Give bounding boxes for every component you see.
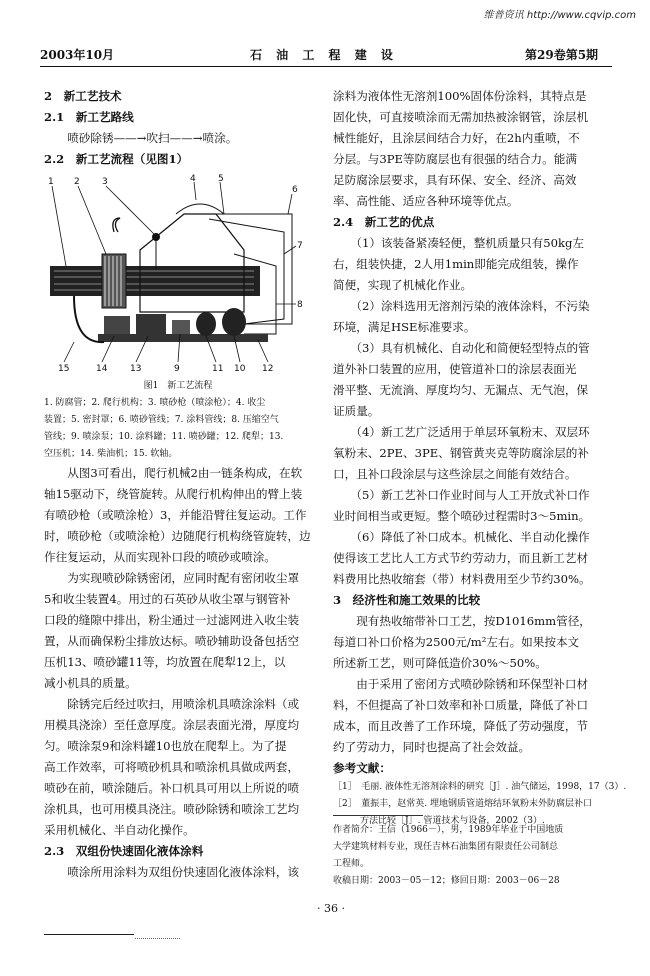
fig-label: 8 — [297, 300, 303, 310]
body-line: 每道口补口价格为2500元/m²左右。如果按本文 — [333, 635, 580, 649]
footer-dotted-rule — [135, 938, 180, 939]
body-line: （1）该装备紧凑轻便，整机质量只有50kg左 — [333, 236, 585, 250]
fig-label: 13 — [130, 364, 142, 374]
reference-line: ［1］ 毛丽. 液体性无溶剂涂料的研究［J］. 油气储运，1998，17（3）. — [333, 782, 627, 792]
paint-tank — [196, 312, 216, 336]
body-line: 足防腐涂层要求，具有环保、安全、经济、高效 — [333, 173, 577, 187]
footer-rule — [44, 934, 134, 935]
reference-line: ［2］ 董振丰，赵常英. 埋地钢质管道熔结环氧粉末外防腐层补口 — [333, 799, 592, 809]
figure-legend-line: 管线；9. 喷涂泵；10. 涂料罐；11. 喷砂罐；12. 爬犁；13. — [44, 432, 284, 442]
spray-pump — [172, 320, 190, 334]
section-heading: 2.3 双组份快速固化液体涂料 — [44, 844, 204, 858]
section-heading: 2.2 新工艺流程（见图1） — [44, 152, 189, 166]
body-line: （3）具有机械化、自动化和简便轻型特点的管 — [333, 341, 590, 355]
reference-line: 方法比较［J］. 管道技术与设备，2002（3）. — [333, 816, 545, 826]
body-line: 道外补口装置的应用，使管道补口的涂层表面光 — [333, 362, 577, 376]
body-line: 使得该工艺比人工方式节约劳动力，而且新工艺材 — [333, 551, 589, 565]
header-rule — [40, 66, 612, 67]
dust-collector — [176, 204, 224, 214]
body-line: 固化快，可直接喷涂而无需加热被涂钢管，涂层机 — [333, 110, 589, 124]
author-bio-line: 收稿日期：2003－05－12；修回日期：2003－06－28 — [333, 876, 560, 886]
header-volume: 第29卷第5期 — [525, 48, 599, 62]
figure-legend-line: 空压机；14. 柴油机；15. 软轴。 — [44, 449, 178, 459]
body-line: 涂料为液体性无溶剂100%固体份涂料，其特点是 — [333, 89, 587, 103]
fig-label: 2 — [74, 177, 80, 187]
body-line: 右，组装快捷，2人用1min即能完成组装，操作 — [333, 257, 579, 271]
body-line: 约了劳动力，同时也提高了社会效益。 — [333, 740, 531, 754]
air-compressor — [136, 314, 166, 334]
body-line: 滑平整、无流淌、厚度均匀、无漏点、无气泡，保 — [333, 383, 589, 397]
body-line: 轴15驱动下，绕管旋转。从爬行机构伸出的臂上装 — [44, 487, 303, 501]
body-line: 有喷砂枪（或喷涂枪）3，并能沿臂往复运动。工作 — [44, 508, 307, 522]
page-number: · 36 · — [317, 902, 345, 915]
sled — [98, 334, 268, 342]
bio-rule — [333, 815, 423, 816]
body-line: 简便，实现了机械化作业。 — [333, 278, 473, 292]
body-line: 匀。喷涂泵9和涂料罐10也放在爬犁上。为了提 — [44, 739, 287, 753]
fig-label: 1 — [48, 177, 54, 187]
left-column — [44, 86, 312, 883]
rotation-arrow-icon — [113, 218, 120, 232]
body-line: 分层。与3PE等防腐层也有很强的结合力。能满 — [333, 152, 577, 166]
author-bio-line: 工程师。 — [333, 859, 370, 869]
body-line: 喷砂除锈——→吹扫——→喷涂。 — [44, 131, 238, 145]
figure-caption: 图1 新工艺流程 — [143, 381, 213, 391]
section-heading: 2.1 新工艺路线 — [44, 110, 134, 124]
fig-label: 11 — [212, 364, 224, 374]
diesel-engine — [104, 316, 130, 334]
body-line: 环境，满足HSE标准要求。 — [333, 320, 476, 334]
body-line: 证质量。 — [333, 404, 380, 418]
body-line: 时，喷砂枪（或喷涂枪）边随爬行机构绕管旋转，边 — [44, 529, 311, 543]
body-line: 械性能好，且涂层间结合力好，在2h内重喷，不 — [333, 131, 580, 145]
body-line: 率、高性能、适应各种环境等优点。 — [333, 194, 519, 208]
fig-label: 14 — [96, 364, 108, 374]
fig-label: 10 — [234, 364, 246, 374]
body-line: 料，不但提高了补口效率和补口质量，降低了补口 — [333, 698, 589, 712]
body-line: 成本，而且改善了工作环境，降低了劳动强度，节 — [333, 719, 589, 733]
fig-label: 7 — [297, 241, 303, 251]
figure-legend-line: 1. 防腐管；2. 爬行机构；3. 喷砂枪（喷涂枪）；4. 收尘 — [44, 398, 266, 408]
body-line: 压机13、喷砂罐11等，均放置在爬犁12上，以 — [44, 655, 286, 669]
body-line: 所述新工艺，则可降低造价30%～50%。 — [333, 656, 547, 670]
body-line: 5和收尘装置4。用过的石英砂从收尘罩与钢管补 — [44, 592, 291, 606]
body-line: 口段的缝隙中排出，粉尘通过一过滤网进入收尘装 — [44, 613, 300, 627]
body-line: 料费用比热收缩套（带）材料费用至少节约30%。 — [333, 572, 591, 586]
right-column — [333, 86, 627, 830]
section-heading: 参考文献： — [333, 761, 391, 775]
sand-tank — [222, 308, 246, 336]
body-line: 用模具浇涂）至任意厚度。涂层表面光滑，厚度均 — [44, 718, 300, 732]
section-heading: 2.4 新工艺的优点 — [333, 215, 435, 229]
author-bio-line: 作者简介：王信（1966－），男，1989年毕业于中国地质 — [333, 825, 564, 835]
header-journal: 石 油 工 程 建 设 — [250, 48, 398, 62]
body-line: （2）涂料选用无溶剂污染的液体涂料，不污染 — [333, 299, 590, 313]
body-line: 从图3可看出，爬行机械2由一链条构成，在软 — [44, 466, 303, 480]
body-line: 除锈完后经过吹扫，用喷涂机具喷涂涂料（或 — [44, 697, 300, 711]
body-line: 为实现喷砂除锈密闭，应同时配有密闭收尘罩 — [44, 571, 300, 585]
body-line: 现有热收缩带补口工艺，按D1016mm管径， — [333, 614, 591, 628]
body-line: 口，且补口段涂层与这些涂层之间能有效结合。 — [333, 467, 577, 481]
fig-label: 15 — [58, 364, 70, 374]
body-line: （5）新工艺补口作业时间与人工开放式补口作 — [333, 488, 590, 502]
section-heading: 2 新工艺技术 — [44, 89, 122, 103]
section-heading: 3 经济性和施工效果的比较 — [333, 593, 481, 607]
crawler-mechanism — [102, 254, 126, 308]
body-line: 涂机具，也可用模具浇注。喷砂除锈和喷涂工艺均 — [44, 802, 300, 816]
body-line: 作往复运动，从而实现补口段的喷砂或喷涂。 — [44, 550, 276, 564]
body-line: 置，从而确保粉尘排放达标。喷砂辅助设备包括空 — [44, 634, 300, 648]
body-line: 减小机具的质量。 — [44, 676, 137, 690]
fig-label: 4 — [190, 174, 196, 184]
body-line: 氧粉末、2PE、3PE、钢管黄夹克等防腐涂层的补 — [333, 446, 589, 460]
body-line: 由于采用了密闭方式喷砂除锈和环保型补口材 — [333, 677, 589, 691]
fig-label: 6 — [292, 185, 298, 195]
body-line: 喷砂在前，喷涂随后。补口机具可用以上所说的喷 — [44, 781, 300, 795]
body-line: 业时间相当或更短。整个喷砂过程需时3～5min。 — [333, 509, 591, 523]
author-bio-line: 大学建筑材料专业，现任吉林石油集团有限责任公司制总 — [333, 842, 559, 852]
site-watermark: 维普资讯 http://www.cqvip.com — [483, 10, 636, 21]
body-line: 喷涂所用涂料为双组份快速固化液体涂料，该 — [44, 865, 300, 879]
figure-legend-line: 装置；5. 密封罩；6. 喷砂管线；7. 涂料管线；8. 压缩空气 — [44, 415, 279, 425]
body-line: （4）新工艺广泛适用于单层环氧粉末、双层环 — [333, 425, 590, 439]
header-date: 2003年10月 — [40, 48, 115, 62]
body-line: 采用机械化、半自动化操作。 — [44, 823, 195, 837]
fig-label: 3 — [102, 177, 108, 187]
fig-label: 9 — [174, 364, 180, 374]
figure-1 — [44, 174, 312, 463]
fig-label: 5 — [218, 174, 224, 184]
body-line: 高工作效率，可将喷砂机具和喷涂机具做成两套， — [44, 760, 300, 774]
fig-label: 12 — [262, 364, 274, 374]
body-line: （6）降低了补口成本。机械化、半自动化操作 — [333, 530, 590, 544]
process-diagram — [44, 174, 312, 374]
